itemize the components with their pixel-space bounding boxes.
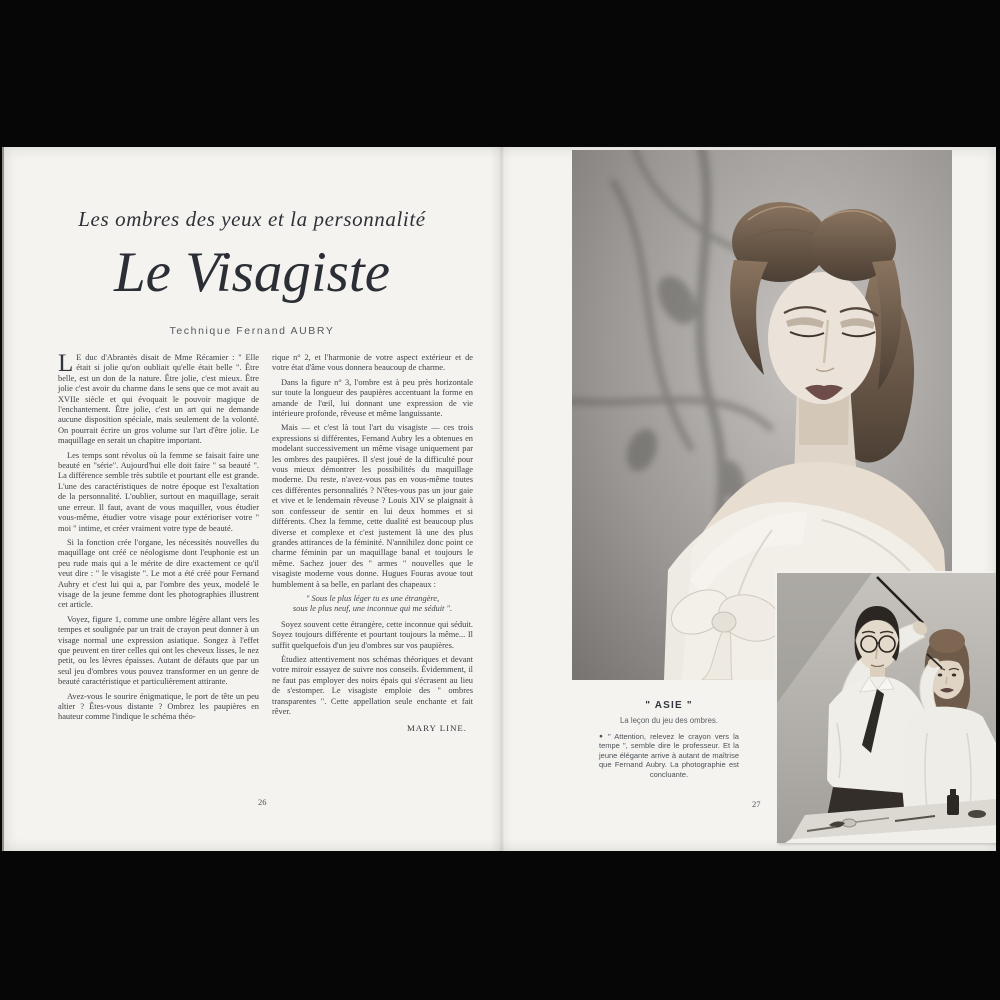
- paragraph: Si la fonction crée l'organe, les nécessités nouvelles du maquillage ont créé ce néologisme dont l'euphonie est un peu rude mais qui a le mérite de dire exactement ce qu'il veut dire : " le visagiste ". Le mot a été créé pour Fernand Aubry et c'est lui qui a, par l'ombre des yeux, modelé le visage de la jeune femme dont les photographies illustrent cet article.: [58, 537, 259, 610]
- text-column-1: [58, 350, 259, 727]
- left-page: [4, 147, 501, 851]
- paragraph: Avez-vous le sourire énigmatique, le port de tête un peu altier ? Êtes-vous distante ? Ombrez les paupières en hauteur comme l'indique le schéma théo-: [58, 691, 259, 722]
- photo-caption: [544, 700, 794, 779]
- paragraph: [58, 350, 259, 447]
- caption-lead: La leçon du jeu des ombres.: [620, 716, 718, 725]
- paragraph-text: E duc d'Abrantès disait de Mme Récamier : " Elle était si jolie qu'on oubliait qu'elle était belle ". Être belle, est un don de la nature. Être jolie, c'est mieux. Être jolie c'est avoir du charme dans le sens que ce mot avait au XVIIe siècle et qui évoquait le pouvoir magique de l'enchantement. Être jolie, c'est un art qui ne demande aucune disposition spéciale, mais seulement de la volonté. On pourrait écrire un gros volume sur l'art d'être jolie. Le maquillage en serait un chapitre important.: [58, 353, 259, 446]
- drop-cap: L: [58, 350, 74, 377]
- caption-text: " Attention, relevez le crayon vers la tempe ", semble dire le professeur. Et la jeune élégante arrive à autant de maîtrise que Fernand Aubry. La photographie est concluante.: [599, 732, 739, 779]
- paragraph: Dans la figure n° 3, l'ombre est à peu près horizontale sur toute la longueur des paupières accentuant la forme en amande de l'œil, lui donnant une expression de vie intérieure profonde, rêveuse et même languissante.: [272, 377, 473, 419]
- magazine-spread: [4, 147, 996, 851]
- paragraph: Soyez souvent cette étrangère, cette inconnue qui séduit. Soyez toujours différente et pourtant toujours la même... Il suffit quelquefois d'un jeu d'ombres sur vos paupières.: [272, 619, 473, 650]
- quote-line: " Sous le plus léger tu es une étrangère,: [305, 593, 440, 603]
- paragraph: Les temps sont révolus où la femme se faisait faire une beauté en "série". Aujourd'hui elle doit faire " sa beauté ". La différence semble très subtile et pourtant elle est grande. L'une des caractéristiques de notre époque est l'exaltation de la personnalité. L'oublier, surtout en maquillage, serait une erreur. Il faut, avant de vous maquiller, vous étudier vous-même, étudier votre visage pour extérioriser votre " moi " intime, et créer vraiment votre type de beauté.: [58, 450, 259, 533]
- paragraph: Mais — et c'est là tout l'art du visagiste — ces trois expressions si différentes, Fernand Aubry les a obtenues en modelant successivement un même visage uniquement par les ombres des paupières. Il s'est joué de la difficulté pour vous mieux démontrer les possibilités du maquillage moderne. Du reste, n'avez-vous pas en vous-même toutes ces différentes personnalités ? N'êtes-vous pas un jour gaie et vive et le lendemain rêveuse ? Louis XIV se plaignait à son confesseur de sentir en lui deux hommes et si différents. Chez la femme, cette dualité est beaucoup plus diverse et complexe et c'est justement là une des plus grandes attirances de la féminité. N'annihilez donc point ce charme féminin par un maquillage banal et toujours le même. Sachez jouer des " armes " nouvelles que le visagiste moderne vous donne. Hugues Fouras avoue tout humblement à sa belle, en parlant des chapeaux :: [272, 423, 473, 589]
- paragraph: Étudiez attentivement nos schémas théoriques et devant votre miroir essayez de suivre nos conseils. Évidemment, il ne faut pas employer des noirs épais qui s'écrasent au lieu de s'estomper. Le visagiste emploie des " ombres transparentes ". Cette appellation seule enchante et fait rêver.: [272, 654, 473, 716]
- paragraph: Voyez, figure 1, comme une ombre légère allant vers les tempes et soulignée par un trait de crayon peut donner à un visage normal une expression asiatique. Songez à l'effet que peuvent en tirer celles qui ont les cheveux lisses, le nez petit, ou les lèvres épaisses. Autant de défauts que par un seul jeu d'ombres vous pouvez transformer en un genre de beauté caractéristique et particulièrement attirante.: [58, 614, 259, 687]
- bullet-icon: ●: [599, 733, 605, 740]
- page-number-27: 27: [752, 799, 761, 809]
- quote-line: sous le plus neuf, une inconnue qui me séduit ".: [292, 604, 453, 614]
- makeup-lesson-photo-figure: [777, 573, 996, 843]
- caption-title: " ASIE ": [645, 700, 693, 711]
- article-title: Le Visagiste: [113, 241, 390, 304]
- verse-quote: [272, 594, 473, 615]
- page-number-26: 26: [258, 797, 267, 807]
- article-kicker: Les ombres des yeux et la personnalité: [78, 207, 426, 231]
- right-page: [501, 147, 996, 851]
- caption-body: [599, 732, 739, 779]
- technique-byline: Technique Fernand AUBRY: [169, 325, 335, 337]
- paragraph: rique n° 2, et l'harmonie de votre aspect extérieur et de votre état d'âme vous donnera beaucoup de charme.: [272, 353, 473, 373]
- text-column-2: [272, 353, 473, 738]
- author-byline: MARY LINE.: [406, 723, 467, 734]
